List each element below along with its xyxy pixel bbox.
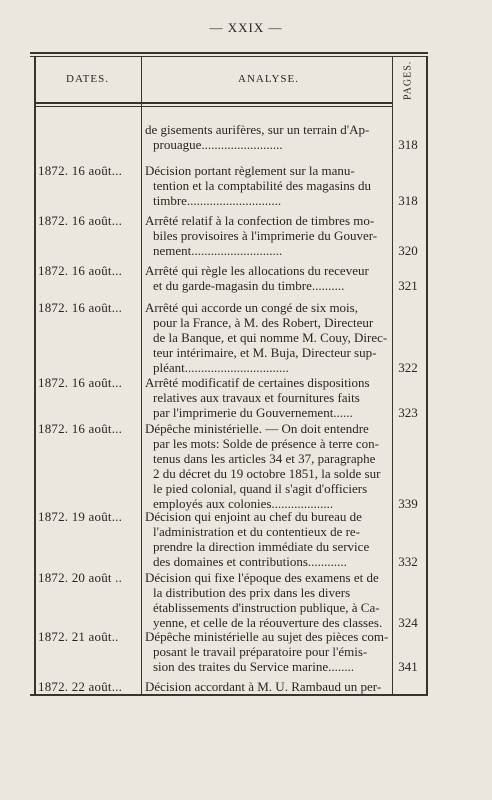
- entry-date: 1872. 19 août...: [38, 509, 123, 524]
- analysis-line: posant le travail préparatoire pour l'émis-: [153, 644, 368, 659]
- entry-analysis: [145, 300, 390, 375]
- analysis-line: Décision qui enjoint au chef du bureau de: [145, 509, 362, 524]
- entry-page-number: 320: [398, 243, 418, 258]
- analysis-line: tenus dans les articles 34 et 37, paragraphe: [153, 451, 376, 466]
- entry-page-number: 323: [398, 405, 418, 420]
- bottom-rule: [30, 694, 428, 696]
- header-rule-inner: [34, 106, 392, 107]
- page-folio: — XXIX —: [209, 20, 283, 35]
- entry-analysis: [145, 163, 390, 208]
- entry-page-number: 341: [398, 659, 418, 674]
- entry-analysis: [145, 375, 390, 420]
- entry-analysis: [145, 421, 390, 511]
- entry-page-number: 318: [398, 137, 418, 152]
- analysis-line: 2 du décret du 19 octobre 1851, la solde sur: [153, 466, 381, 481]
- column-divider-pages: [392, 56, 393, 694]
- header-pages: PAGES.: [402, 60, 414, 100]
- header-rule: [34, 102, 392, 104]
- analysis-line: Arrêté qui règle les allocations du receveur: [145, 263, 369, 278]
- analysis-line: des domaines et contributions............: [153, 554, 347, 569]
- entry-page-number: 321: [398, 278, 418, 293]
- entry-analysis: [145, 213, 390, 258]
- analysis-line: Décision qui fixe l'époque des examens et de: [145, 570, 379, 585]
- analysis-line: de gisements aurifères, sur un terrain d'Ap-: [145, 122, 370, 137]
- entry-analysis: [145, 570, 390, 630]
- analysis-line: teur intérimaire, et M. Buja, Directeur sup-: [153, 345, 377, 360]
- analysis-line: la distribution des prix dans les divers: [153, 585, 351, 600]
- entry-page-number: 322: [398, 360, 418, 375]
- analysis-line: sion des traites du Service marine........: [153, 659, 355, 674]
- analysis-line: Décision accordant à M. U. Rambaud un per-: [145, 679, 382, 694]
- analysis-line: biles provisoires à l'imprimerie du Gouver-: [153, 228, 378, 243]
- entry-date: 1872. 16 août...: [38, 375, 123, 390]
- analysis-line: timbre.............................: [153, 193, 282, 208]
- entry-date: 1872. 16 août...: [38, 421, 123, 436]
- entry-date: 1872. 22 août...: [38, 679, 123, 694]
- analysis-line: Dépêche ministérielle. — On doit entendre: [145, 421, 369, 436]
- analysis-line: par l'imprimerie du Gouvernement......: [153, 405, 353, 420]
- analysis-line: pour la France, à M. des Robert, Directeur: [153, 315, 374, 330]
- entry-analysis: [145, 509, 390, 569]
- analysis-line: établissements d'instruction publique, à Ca-: [153, 600, 380, 615]
- analysis-line: Arrêté relatif à la confection de timbres mo-: [145, 213, 375, 228]
- analysis-line: le pied colonial, quand il s'agit d'officiers: [153, 481, 368, 496]
- analysis-line: et du garde-magasin du timbre..........: [153, 278, 345, 293]
- entry-page-number: 332: [398, 554, 418, 569]
- analysis-line: par les mots: Solde de présence à terre con-: [153, 436, 379, 451]
- analysis-line: employés aux colonies...................: [153, 496, 334, 511]
- entry-analysis: [145, 679, 390, 694]
- entry-page-number: 339: [398, 496, 418, 511]
- analysis-line: prendre la direction immédiate du service: [153, 539, 370, 554]
- entry-page-number: 318: [398, 193, 418, 208]
- analysis-line: tention et la comptabilité des magasins du: [153, 178, 372, 193]
- analysis-line: Dépêche ministérielle au sujet des pièces com-: [145, 629, 389, 644]
- entry-analysis: [145, 629, 390, 674]
- entry-analysis: [145, 122, 390, 152]
- analysis-line: l'administration et du contentieux de re-: [153, 524, 361, 539]
- entry-date: 1872. 21 août..: [38, 629, 119, 644]
- entry-date: 1872. 16 août...: [38, 300, 123, 315]
- analysis-line: yenne, et celle de la réouverture des classes.: [153, 615, 383, 630]
- analysis-line: relatives aux travaux et fournitures faits: [153, 390, 360, 405]
- analysis-line: nement............................: [153, 243, 283, 258]
- analysis-line: Arrêté modificatif de certaines dispositions: [145, 375, 370, 390]
- top-rule: [30, 52, 428, 54]
- header-dates: DATES.: [66, 73, 109, 85]
- entry-date: 1872. 16 août...: [38, 263, 123, 278]
- analysis-line: Décision portant règlement sur la manu-: [145, 163, 355, 178]
- entry-date: 1872. 16 août...: [38, 213, 123, 228]
- analysis-line: prouague.........................: [153, 137, 283, 152]
- header-analyse: ANALYSE.: [238, 73, 299, 85]
- analysis-line: pléant................................: [153, 360, 289, 375]
- entry-analysis: [145, 263, 390, 293]
- analysis-line: de la Banque, et qui nomme M. Couy, Direc-: [153, 330, 388, 345]
- entry-page-number: 324: [398, 615, 418, 630]
- entry-date: 1872. 16 août...: [38, 163, 123, 178]
- entry-date: 1872. 20 août ..: [38, 570, 123, 585]
- analysis-line: Arrêté qui accorde un congé de six mois,: [145, 300, 358, 315]
